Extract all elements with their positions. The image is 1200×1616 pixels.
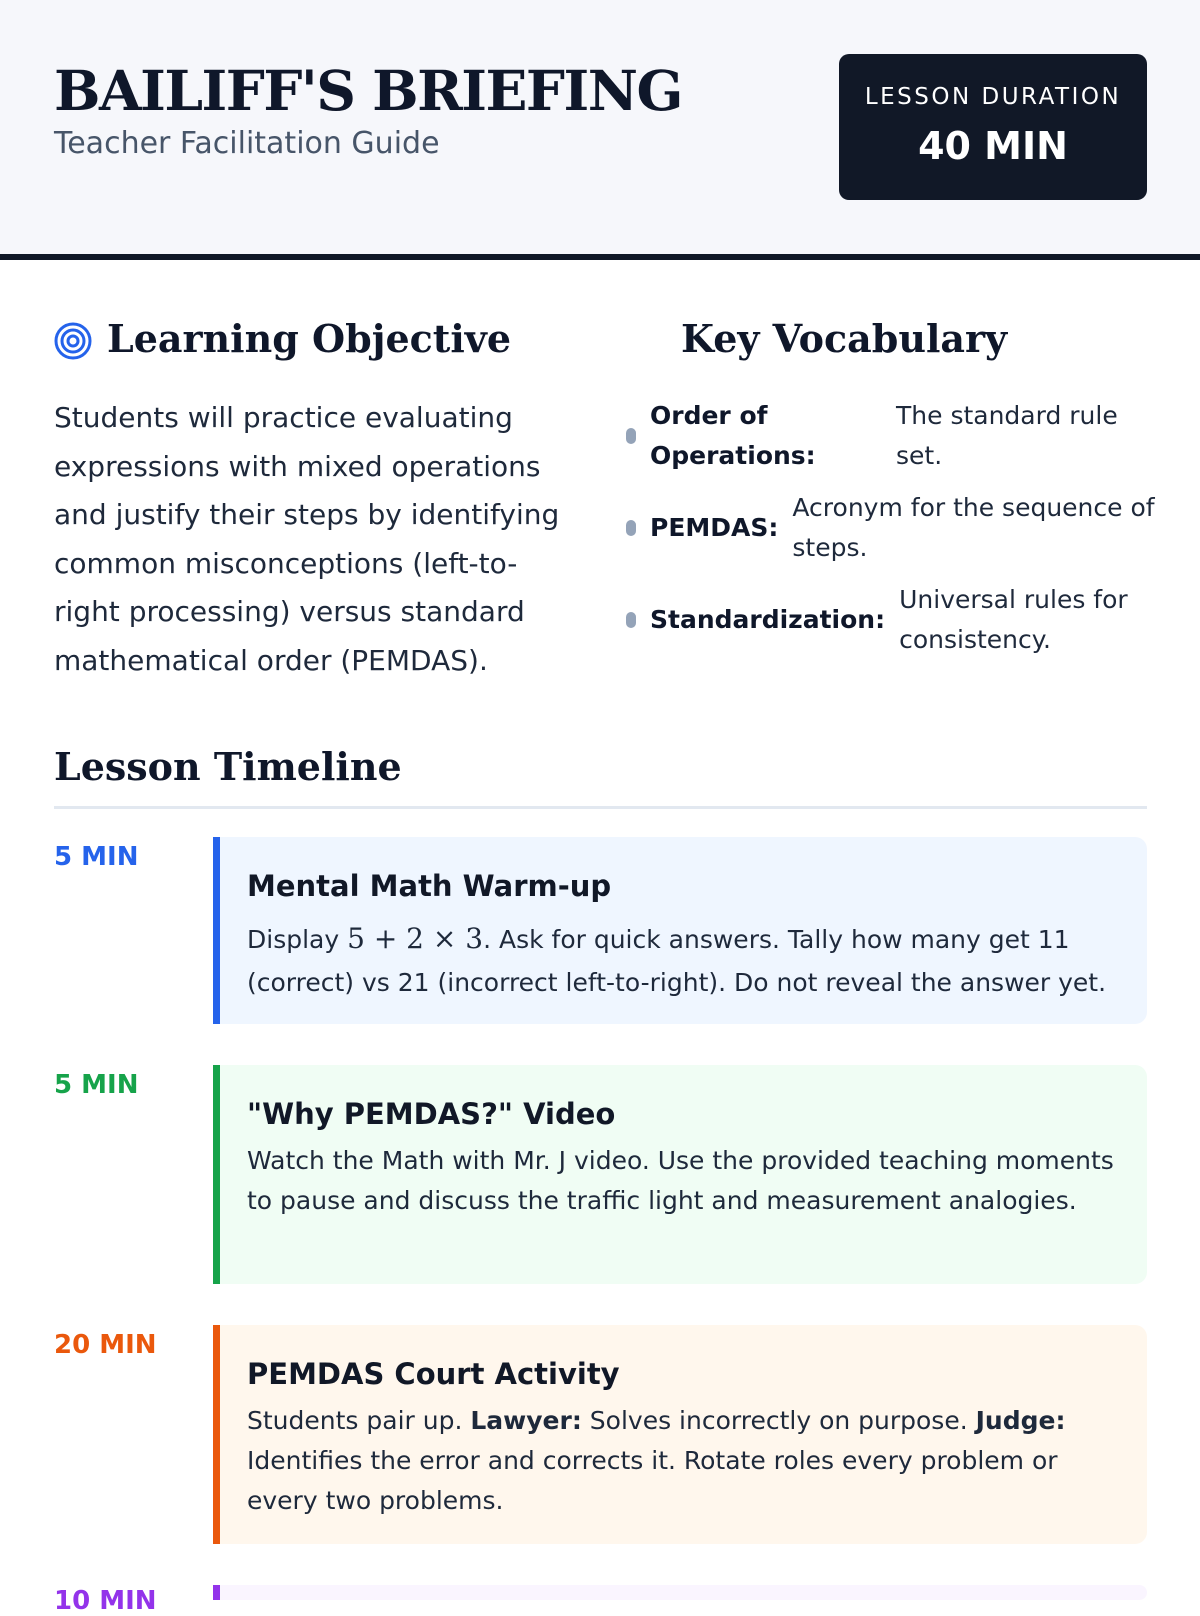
role-label-judge: Judge: <box>975 1406 1066 1435</box>
vocab-definition: The standard rule set. <box>896 401 1118 470</box>
accent-bar <box>213 1585 220 1600</box>
header <box>0 0 1200 260</box>
bullet-icon <box>626 428 636 444</box>
vocab-item <box>626 580 1156 660</box>
vocab-term: Order of Operations: <box>650 401 816 470</box>
vocab-definition: Acronym for the sequence of steps. <box>792 493 1155 562</box>
role-label-lawyer: Lawyer: <box>470 1406 582 1435</box>
timeline-time: 5 MIN <box>54 842 139 872</box>
timeline-card-title: Mental Math Warm-up <box>247 869 612 903</box>
vocab-term: PEMDAS: <box>650 513 779 542</box>
math-expression: 5 + 2 × 3 <box>347 922 484 955</box>
timeline-card <box>213 1065 1147 1284</box>
timeline-time: 10 MIN <box>54 1586 157 1616</box>
bullet-icon <box>626 520 636 536</box>
accent-bar <box>213 1065 220 1284</box>
body-text: Identifies the error and corrects it. Rotate roles every problem or every two problems. <box>247 1446 1058 1515</box>
learning-objective-text: Students will practice evaluating expressions with mixed operations and justify their steps by identifying common misconceptions (left-to-right processing) versus standard mathematical order (PEMDAS). <box>54 401 560 677</box>
lesson-timeline-heading: Lesson Timeline <box>54 744 402 789</box>
body-text: Solves incorrectly on purpose. <box>581 1406 976 1435</box>
body-text: Students pair up. <box>247 1406 471 1435</box>
vocab-term: Standardization: <box>650 605 886 634</box>
timeline-card-title: PEMDAS Court Activity <box>247 1357 620 1391</box>
timeline-card <box>213 1585 1147 1600</box>
accent-bar <box>213 837 220 1024</box>
timeline-card-body <box>247 917 1117 1004</box>
vocab-definition: Universal rules for consistency. <box>899 585 1128 654</box>
divider <box>54 806 1147 809</box>
bullet-icon <box>626 612 636 628</box>
timeline-card-title: "Why PEMDAS?" Video <box>247 1097 616 1131</box>
timeline-card-body: Watch the Math with Mr. J video. Use the provided teaching moments to pause and discuss the traffic light and measurement analogies. <box>247 1146 1114 1215</box>
accent-bar <box>213 1325 220 1544</box>
lesson-duration-value: 40 MIN <box>918 124 1068 168</box>
body-text: . Ask for quick answers. Tally how many get 11 (correct) vs 21 (incorrect left-to-right). Do not reveal the answer yet. <box>247 925 1107 997</box>
timeline-card-body <box>247 1401 1117 1521</box>
timeline-time: 20 MIN <box>54 1330 157 1360</box>
page-subtitle: Teacher Facilitation Guide <box>54 126 440 161</box>
learning-objective-heading: Learning Objective <box>107 316 512 361</box>
page-title: BAILIFF'S BRIEFING <box>54 58 682 123</box>
target-icon <box>54 322 92 360</box>
timeline-time: 5 MIN <box>54 1070 139 1100</box>
vocab-item <box>626 488 1156 568</box>
body-text: Display <box>247 925 348 954</box>
key-vocabulary-heading: Key Vocabulary <box>681 316 1008 361</box>
vocab-item <box>626 396 1156 476</box>
lesson-duration-label: LESSON DURATION <box>864 84 1122 110</box>
timeline-card <box>213 837 1147 1024</box>
timeline-card <box>213 1325 1147 1544</box>
lesson-duration-badge <box>839 54 1147 200</box>
